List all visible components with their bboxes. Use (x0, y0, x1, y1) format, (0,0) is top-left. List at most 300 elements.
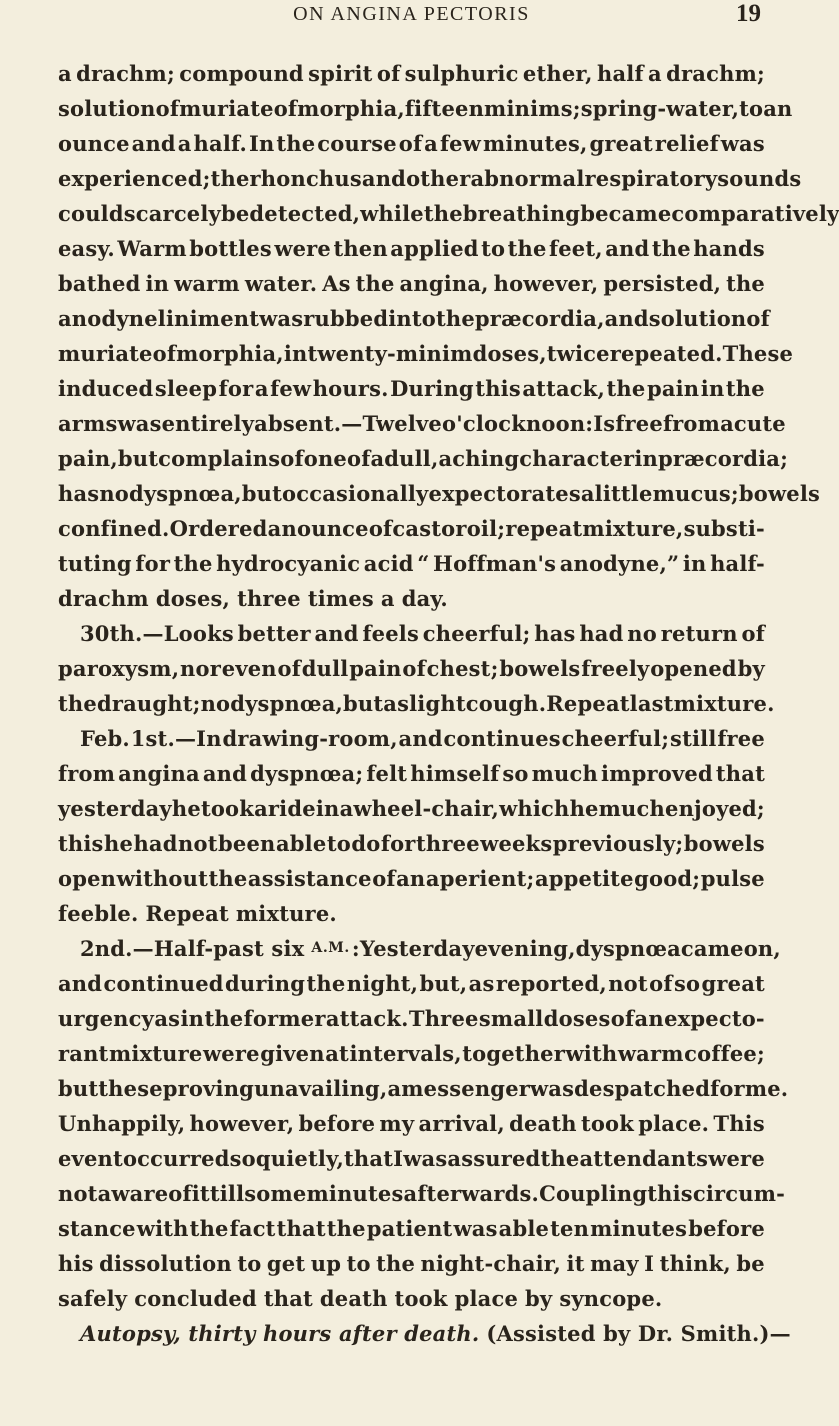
word: was (530, 1076, 575, 1101)
word: the (58, 691, 97, 716)
word: cough. (465, 691, 547, 716)
word: safely (58, 1286, 128, 1311)
word: half- (710, 551, 765, 576)
word: continued (103, 971, 224, 996)
word: acid (363, 551, 414, 576)
word: despatched (574, 1076, 711, 1101)
text-line (58, 686, 775, 721)
word: of (402, 656, 426, 681)
word: o'clock (442, 411, 526, 436)
word: a (424, 131, 438, 156)
word: an (396, 866, 426, 891)
word: slight (397, 691, 466, 716)
word: paroxysm, (58, 656, 180, 681)
word: In (248, 131, 275, 156)
word: I (393, 1146, 404, 1171)
word: in (283, 341, 308, 366)
word: a (254, 796, 268, 821)
word: half (597, 61, 644, 86)
word: afterwards. (403, 1181, 540, 1206)
word: event (58, 1146, 123, 1171)
word: hands (693, 236, 765, 261)
word: pain, (58, 446, 118, 471)
word: of (610, 1006, 635, 1031)
word: oil; (466, 516, 506, 541)
word: During (390, 376, 474, 401)
word: the (204, 1006, 244, 1031)
text-line (58, 1141, 765, 1176)
word: the (376, 1251, 416, 1276)
word: and (398, 726, 443, 751)
word: assistance (247, 866, 372, 891)
text-line (58, 756, 765, 791)
word: of (368, 516, 393, 541)
word: much (531, 761, 598, 786)
word: an (763, 96, 793, 121)
word: at (325, 1041, 349, 1066)
word: from (58, 761, 116, 786)
word: anodyne,” (559, 551, 680, 576)
word: warm (174, 271, 240, 296)
word: arms (58, 411, 118, 436)
word: in (682, 551, 707, 576)
word: has (534, 621, 576, 646)
text-line (58, 1071, 789, 1106)
word: great (589, 131, 653, 156)
word: muriate (58, 341, 153, 366)
word: previously; (552, 831, 684, 856)
word: as (154, 1006, 181, 1031)
word: evening, (474, 936, 576, 961)
text-line (58, 126, 765, 161)
text-segment (352, 931, 781, 966)
word: of (746, 306, 770, 331)
word: minutes, (482, 131, 588, 156)
word: applied (390, 236, 479, 261)
word: bowels (738, 481, 821, 506)
text-line (58, 581, 765, 616)
word: night, (346, 971, 419, 996)
word: assured (447, 1146, 541, 1171)
word: appetite (534, 866, 634, 891)
word: chest; (426, 656, 499, 681)
word: persisted, (603, 271, 722, 296)
word: Repeat (546, 691, 630, 716)
word: that (715, 761, 765, 786)
text-line (58, 616, 765, 651)
word: minims; (484, 96, 581, 121)
word: dyspnœa, (230, 691, 344, 716)
word: the (651, 236, 691, 261)
word: so (502, 761, 529, 786)
word: of (649, 971, 673, 996)
word: expecto- (664, 1006, 765, 1031)
word: a (380, 586, 395, 611)
word: arrival, (418, 1111, 505, 1136)
word: sulphuric (404, 61, 519, 86)
word: for (380, 831, 416, 856)
word: took (580, 1111, 635, 1136)
word: place (454, 1286, 519, 1311)
word: has (58, 481, 100, 506)
word: occasionally (282, 481, 429, 506)
word: abnormal (470, 166, 585, 191)
word: morphia, (297, 96, 405, 121)
word: mucus; (652, 481, 739, 506)
word: in (634, 446, 658, 471)
word: however, (493, 271, 599, 296)
word: into (388, 306, 436, 331)
word: sleep (154, 376, 218, 401)
word: breathing (462, 201, 581, 226)
word: ounce (58, 131, 130, 156)
word: for (135, 551, 171, 576)
word: be (220, 201, 250, 226)
word: the (306, 971, 346, 996)
word: angina (118, 761, 200, 786)
word: morphia, (176, 341, 284, 366)
word: the (173, 551, 213, 576)
word: draught; (96, 691, 201, 716)
word: day. (401, 586, 448, 611)
word: so (229, 1146, 256, 1171)
text-line (58, 1176, 786, 1211)
word: induced (58, 376, 154, 401)
word: feet, (549, 236, 603, 261)
word: of (741, 621, 765, 646)
text-line (58, 1106, 765, 1141)
word: and (58, 971, 103, 996)
word: weeks (480, 831, 553, 856)
text-line (58, 406, 786, 441)
word: doses, (155, 586, 231, 611)
word: feeble. (58, 901, 139, 926)
word: he (569, 796, 599, 821)
word: of (168, 1181, 192, 1206)
word: rubbed (303, 306, 389, 331)
text-line (58, 476, 821, 511)
word: Warm (117, 236, 187, 261)
word: of (155, 96, 180, 121)
word: get (266, 1251, 306, 1276)
word: a (648, 61, 662, 86)
word: were (708, 1146, 765, 1171)
word: that (276, 1216, 326, 1241)
word: a (339, 796, 354, 821)
word: dissolution (99, 1251, 232, 1276)
word: dyspnœa, (129, 481, 242, 506)
word: Hoffman's (433, 551, 557, 576)
word: and (361, 166, 407, 191)
word: spring-water, (580, 96, 740, 121)
body-text (58, 56, 839, 1351)
word: These (722, 341, 794, 366)
word: acute (720, 411, 786, 436)
word: Repeat (145, 901, 229, 926)
word: even (221, 656, 277, 681)
word: complains (158, 446, 281, 471)
text-line (58, 511, 765, 546)
word: ounce (297, 516, 369, 541)
word: open (58, 866, 117, 891)
word: pulse (700, 866, 765, 891)
word: intervals, (349, 1041, 462, 1066)
word: 30th.—Looks (80, 621, 234, 646)
word: relief (654, 131, 719, 156)
word: by (737, 656, 765, 681)
word: place. (638, 1111, 710, 1136)
word: other (406, 166, 471, 191)
word: better (237, 621, 311, 646)
word: yesterday (58, 796, 172, 821)
word: before (298, 1111, 376, 1136)
word: absent.—Twelve (254, 411, 442, 436)
word: enjoyed; (665, 796, 765, 821)
word: his (58, 1251, 94, 1276)
word: comparatively (671, 201, 839, 226)
word: a (370, 446, 385, 471)
word: no (200, 691, 231, 716)
word: took (200, 796, 255, 821)
word: solution (648, 306, 747, 331)
word: this (475, 376, 521, 401)
word: coffee; (684, 1041, 765, 1066)
word: he (104, 831, 134, 856)
word: attendants (579, 1146, 709, 1171)
word: that (344, 1146, 394, 1171)
word: times (307, 586, 374, 611)
word: drachm (58, 586, 149, 611)
word: substi- (683, 516, 765, 541)
word: return (660, 621, 738, 646)
word: pain (349, 656, 402, 681)
word: may (590, 1251, 639, 1276)
word: the (210, 166, 250, 191)
word: without (116, 866, 209, 891)
word: up (310, 1251, 342, 1276)
text-line (58, 1246, 765, 1281)
word: last (629, 691, 674, 716)
word: dyspnœa (575, 936, 681, 961)
text-line (58, 441, 789, 476)
word: course (317, 131, 397, 156)
word: in (145, 271, 170, 296)
word: dull, (384, 446, 439, 471)
text-line (58, 966, 765, 1001)
word: character (519, 446, 635, 471)
word: before (688, 1216, 765, 1241)
word: was (403, 1146, 448, 1171)
word: bowels (683, 831, 765, 856)
word: of (277, 656, 301, 681)
word: water. (244, 271, 318, 296)
word: the (507, 236, 547, 261)
word: aperient; (425, 866, 535, 891)
word: “ (417, 551, 430, 576)
word: no (99, 481, 129, 506)
text-line (58, 196, 839, 231)
word: but (241, 481, 283, 506)
word: Yesterday (359, 936, 475, 961)
text-line (58, 266, 765, 301)
word: noon: (525, 411, 594, 436)
word: it (566, 1251, 585, 1276)
text-segment: 2nd.—Half-past six (80, 936, 305, 961)
word: he (171, 796, 201, 821)
word: this (58, 831, 104, 856)
word: Feb. (80, 726, 130, 751)
word: from (662, 411, 721, 436)
word: liniment (157, 306, 260, 331)
word: with (136, 1216, 189, 1241)
word: scarcely (123, 201, 221, 226)
word: cheerful; (422, 621, 531, 646)
word: a (387, 1076, 402, 1101)
word: muriate (179, 96, 274, 121)
word: the (326, 1216, 366, 1241)
word: half. (193, 131, 247, 156)
word: but, (419, 971, 468, 996)
word: easy. (58, 236, 115, 261)
word: repeat (505, 516, 583, 541)
word: præcordia, (474, 306, 605, 331)
word: a (177, 131, 192, 156)
word: sounds (717, 166, 802, 191)
word: able (275, 831, 327, 856)
word: : (351, 936, 360, 961)
word: to (346, 1251, 371, 1276)
word: opened (650, 656, 737, 681)
text-line (58, 336, 794, 371)
word: do (351, 831, 381, 856)
text-line (58, 896, 765, 931)
text-line (58, 1316, 791, 1351)
word: aware (97, 1181, 169, 1206)
word: of (376, 61, 401, 86)
running-head (58, 0, 765, 52)
word: ether, (522, 61, 593, 86)
word: concluded (134, 1286, 257, 1311)
word: stance (58, 1216, 136, 1241)
word: drachm; (666, 61, 765, 86)
word: 1st.—In (130, 726, 222, 751)
small-caps-abbrev: A.M. (311, 940, 350, 956)
word: the (276, 131, 316, 156)
word: ride (267, 796, 316, 821)
word: wheel-chair, (353, 796, 500, 821)
word: were (203, 1041, 260, 1066)
word: however, (189, 1111, 295, 1136)
word: the (189, 1216, 229, 1241)
word: this (647, 1181, 693, 1206)
word: and (314, 621, 359, 646)
word: in (315, 796, 340, 821)
word: respiratory (584, 166, 718, 191)
word: aching (438, 446, 520, 471)
word: minutes (306, 1181, 404, 1206)
word: not (178, 831, 218, 856)
word: free (615, 411, 663, 436)
word: became (580, 201, 672, 226)
word: dull (301, 656, 349, 681)
word: one (303, 446, 347, 471)
word: compound (179, 61, 304, 86)
word: præcordia; (657, 446, 789, 471)
word: mixture. (235, 901, 337, 926)
text-line (58, 1211, 765, 1246)
word: bottles (189, 236, 272, 261)
word: nor (180, 656, 221, 681)
word: the (726, 271, 765, 296)
word: fifteen (404, 96, 485, 121)
text-line (58, 91, 793, 126)
word: quietly, (255, 1146, 344, 1171)
word: as (468, 971, 495, 996)
word: to (237, 1251, 262, 1276)
word: but (58, 1076, 99, 1101)
page-number: 19 (736, 0, 761, 27)
word: hydrocyanic (216, 551, 361, 576)
word: patient (366, 1216, 453, 1241)
word: death (319, 1286, 388, 1311)
word: the (606, 376, 646, 401)
word: syncope. (559, 1286, 663, 1311)
word: of (280, 446, 304, 471)
word: urgency (58, 1006, 155, 1031)
word: continues (443, 726, 561, 751)
word: a (383, 691, 398, 716)
word: Coupling (539, 1181, 648, 1206)
word: of (398, 131, 423, 156)
word: proving (162, 1076, 255, 1101)
word: messenger (401, 1076, 531, 1101)
word: expectorates (428, 481, 581, 506)
word: twice (546, 341, 610, 366)
word: but (117, 446, 159, 471)
word: mixture (108, 1041, 203, 1066)
word: no (627, 621, 657, 646)
word: fact (229, 1216, 276, 1241)
word: some (244, 1181, 307, 1206)
word: during (224, 971, 306, 996)
word: of (346, 446, 371, 471)
word: spirit (308, 61, 373, 86)
word: entirely (161, 411, 255, 436)
text-line (58, 231, 765, 266)
word: an (634, 1006, 664, 1031)
word: was (453, 1216, 498, 1241)
word: little (594, 481, 653, 506)
word: the (208, 866, 248, 891)
word: death (509, 1111, 577, 1136)
text-line (58, 1281, 765, 1316)
word: attack, (522, 376, 606, 401)
text-line (58, 826, 765, 861)
word: experienced; (58, 166, 211, 191)
word: occurred (122, 1146, 230, 1171)
word: was (259, 306, 304, 331)
word: then (333, 236, 388, 261)
word: was (117, 411, 162, 436)
word: twenty-minim (307, 341, 473, 366)
word: that (263, 1286, 313, 1311)
word: freely (581, 656, 650, 681)
word: felt (366, 761, 408, 786)
word: unavailing, (254, 1076, 388, 1101)
word: castor (392, 516, 467, 541)
word: himself (410, 761, 500, 786)
word: able (498, 1216, 550, 1241)
